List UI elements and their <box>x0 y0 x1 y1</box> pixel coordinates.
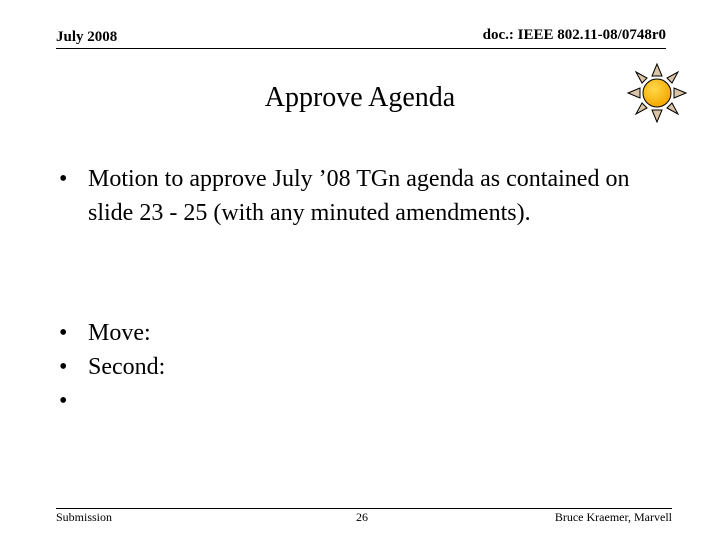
bullet-list <box>56 162 656 384</box>
header-doc-id: doc.: IEEE 802.11-08/0748r0 <box>482 27 666 43</box>
header-divider <box>56 48 666 49</box>
footer-page-number: 26 <box>356 510 368 524</box>
header-date: July 2008 <box>56 29 118 45</box>
footer-submission: Submission <box>56 510 113 524</box>
slide-title: Approve Agenda <box>264 82 456 113</box>
bullet-move: • Move: <box>56 316 656 350</box>
sun-icon <box>626 62 688 124</box>
bullet-motion: • Motion to approve July ’08 TGn agenda as contained on slide 23 - 25 (with any minuted amendments). <box>56 162 656 230</box>
footer-divider <box>56 508 672 509</box>
footer-author: Bruce Kraemer, Marvell <box>554 510 672 524</box>
bullet-second: • Second: <box>56 350 656 384</box>
